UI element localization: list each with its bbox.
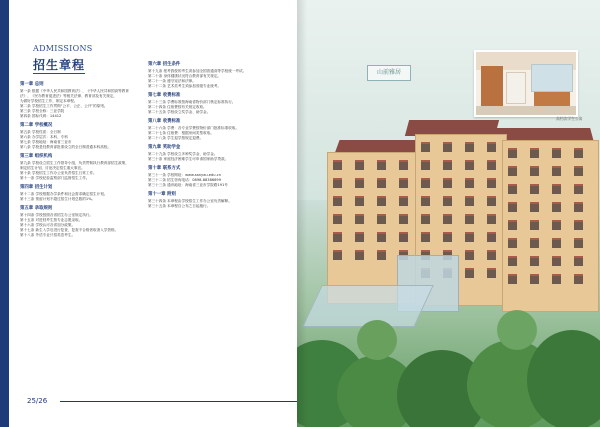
article-text: 第三十二条 招生咨询电话：0898-88386699 (148, 178, 222, 182)
window (333, 196, 342, 206)
left-page (0, 0, 297, 427)
article-section (20, 82, 140, 119)
side-stripe (0, 0, 9, 427)
window (487, 160, 496, 170)
window (355, 178, 364, 188)
window (377, 160, 386, 170)
window (552, 184, 561, 194)
window (530, 148, 539, 158)
window (333, 250, 342, 260)
article-text: 第二十三条 学费标准按海南省物价部门核定标准执行。 (148, 100, 236, 104)
photo-label: 山前雅居 (367, 65, 411, 81)
article-section (148, 62, 276, 89)
heading-underline (33, 73, 85, 74)
window (530, 256, 539, 266)
window (355, 160, 364, 170)
window (574, 238, 583, 248)
article-text: 第二十七条 住宿费：根据房间类型收取。 (148, 131, 214, 135)
window (443, 232, 452, 242)
section-title: 第三章 组织机构 (20, 154, 53, 159)
window (333, 214, 342, 224)
window (552, 256, 561, 266)
article-text: 第四条 国标代码：14412 (20, 114, 62, 118)
window (530, 238, 539, 248)
section-title: 第五章 录取规则 (20, 206, 53, 211)
window (487, 232, 496, 242)
inset-caption: 高档次学生公寓 (556, 116, 583, 121)
article-text: 第十四条 学校按照各省招生办公室规定执行。 (20, 213, 94, 217)
article-text: 第三十三条 通讯地址：海南省三亚市学院路191号 (148, 183, 228, 187)
section-title: 第十一章 附则 (148, 192, 176, 197)
window (443, 214, 452, 224)
page-number: 25/26 (27, 397, 48, 405)
window (465, 160, 474, 170)
inset-dorm-room-photo (474, 50, 578, 117)
window (487, 142, 496, 152)
window (333, 160, 342, 170)
window (377, 250, 386, 260)
section-title: 第四章 招生计划 (20, 185, 53, 190)
window (377, 214, 386, 224)
article-text: 第七条 学校地址：海南省三亚市 (20, 140, 72, 144)
window (355, 196, 364, 206)
window (487, 250, 496, 260)
footer-rule (60, 401, 297, 402)
section-title: 第一章 总则 (20, 82, 44, 87)
window (399, 160, 408, 170)
window (508, 220, 517, 230)
window (333, 232, 342, 242)
article-text: 第八条 学校是经教育部批准设立的全日制普通本科高校。 (20, 145, 111, 149)
article-text: 第二十二条 艺术类考生须参加省级专业统考。 (148, 84, 222, 88)
section-heading-cn: 招生章程 (33, 58, 86, 72)
article-text: 为做好学校招生工作，制定本章程。 (20, 99, 78, 103)
window (421, 178, 430, 188)
article-text: 第二十八条 学生退学按规定退费。 (148, 136, 204, 140)
article-text: 第十九条 报考我校的考生须参加全国普通高等学校统一考试。 (148, 69, 247, 73)
window (421, 196, 430, 206)
article-section (148, 93, 276, 115)
article-section (148, 119, 276, 141)
window (574, 202, 583, 212)
tree-canopy (297, 300, 600, 427)
section-heading-en: ADMISSIONS (33, 44, 93, 53)
window (465, 268, 474, 278)
window (508, 184, 517, 194)
article-section (148, 145, 276, 162)
window (399, 232, 408, 242)
window (508, 148, 517, 158)
window (530, 166, 539, 176)
article-text: 第十三条 预留计划不超过招生计划总数的1%。 (20, 197, 96, 201)
article-text: 第二十四条 住宿费按有关规定收取。 (148, 105, 207, 109)
article-text: 制定招生计划，讨论决定招生重大事宜。 (20, 166, 85, 170)
window (508, 166, 517, 176)
article-text: 第三十四条 本章程由学校招生工作办公室负责解释。 (148, 199, 232, 203)
window (465, 178, 474, 188)
article-text: 第三条 学校全称：三亚学院 (20, 109, 65, 113)
window (574, 256, 583, 266)
window (530, 202, 539, 212)
window (508, 238, 517, 248)
window (487, 268, 496, 278)
text-column-right (148, 62, 276, 213)
window (465, 196, 474, 206)
window (552, 274, 561, 284)
article-text: 第十八条 外语专业只招英语考生。 (20, 233, 76, 237)
window (399, 196, 408, 206)
article-text: 第五条 学校性质：全日制 (20, 130, 61, 134)
window (487, 214, 496, 224)
window (399, 214, 408, 224)
window (399, 178, 408, 188)
window (508, 202, 517, 212)
window (465, 232, 474, 242)
article-text: 第十条 学校招生工作办公室负责招生日常工作。 (20, 171, 97, 175)
article-text: 第三十五条 本章程自公布之日起施行。 (148, 204, 211, 208)
article-text: 第六条 办学层次：本科、专科 (20, 135, 68, 139)
window (465, 214, 474, 224)
window (443, 178, 452, 188)
article-text: 第二十五条 学校设立奖学金、助学金。 (148, 110, 211, 114)
window (508, 256, 517, 266)
article-text: 第十二条 学校根据办学条件和社会需求确定招生计划。 (20, 192, 108, 196)
window (465, 250, 474, 260)
article-section (20, 185, 140, 202)
page-gutter-shadow (297, 0, 307, 427)
article-section (148, 192, 276, 209)
window (530, 184, 539, 194)
window (487, 178, 496, 188)
article-text: 第一条 根据《中华人民共和国教育法》、《中华人民共和国高等教育 (20, 89, 129, 93)
section-title: 第八章 收费标准 (148, 119, 181, 124)
article-text: 第二十九条 学校设立多种奖学金、助学金。 (148, 152, 218, 156)
article-section (20, 154, 140, 181)
window (530, 274, 539, 284)
article-text: 第九条 学校设立招生工作领导小组，负责贯彻执行教育部招生政策， (20, 161, 129, 165)
window (355, 250, 364, 260)
article-section (20, 206, 140, 238)
window (574, 274, 583, 284)
window (421, 142, 430, 152)
article-text: 第三十条 家庭经济困难学生可申请国家助学贷款。 (148, 157, 229, 161)
window (574, 220, 583, 230)
window (530, 220, 539, 230)
window (508, 274, 517, 284)
window (465, 142, 474, 152)
window (421, 214, 430, 224)
article-section (20, 123, 140, 150)
article-text: 第二十条 身体健康状况符合教育部有关规定。 (148, 74, 222, 78)
window (355, 214, 364, 224)
article-text: 第二条 学校招生工作贯彻“公平、公正、公开”的原则。 (20, 104, 108, 108)
window (421, 160, 430, 170)
window (333, 178, 342, 188)
window (574, 166, 583, 176)
window (443, 142, 452, 152)
window (552, 166, 561, 176)
section-title: 第二章 学校概况 (20, 123, 53, 128)
window (552, 220, 561, 230)
window (443, 196, 452, 206)
section-title: 第九章 奖助学金 (148, 145, 181, 150)
window (377, 178, 386, 188)
text-column-left (20, 82, 140, 242)
section-title: 第十章 联系方式 (148, 166, 181, 171)
window (552, 202, 561, 212)
window (552, 148, 561, 158)
window (487, 196, 496, 206)
window (574, 184, 583, 194)
window (574, 148, 583, 158)
section-title: 第六章 招生条件 (148, 62, 181, 67)
window (377, 232, 386, 242)
campus-photo (297, 0, 600, 427)
article-text: 第十一条 学校纪检监察部门监督招生工作。 (20, 176, 90, 180)
article-text: 第十五条 对进档考生按专业志愿录取。 (20, 218, 83, 222)
article-text: 法》、《民办教育促进法》等相关法律、教育部及有关规定， (20, 94, 118, 98)
window (421, 232, 430, 242)
article-text: 第十六条 学校认可各省加分政策。 (20, 223, 76, 227)
window (443, 160, 452, 170)
window (355, 232, 364, 242)
section-title: 第七章 收费标准 (148, 93, 181, 98)
article-text: 第三十一条 学校网址：www.sanyau.edu.cn (148, 173, 221, 177)
article-text: 第二十一条 遵守宪法和法律。 (148, 79, 196, 83)
article-section (148, 166, 276, 188)
window (552, 238, 561, 248)
article-text: 第二十六条 学费：各专业学费按物价部门批准标准收取。 (148, 126, 239, 130)
article-text: 第十七条 新生入学后进行复查，复查不合格者取消入学资格。 (20, 228, 119, 232)
window (377, 196, 386, 206)
